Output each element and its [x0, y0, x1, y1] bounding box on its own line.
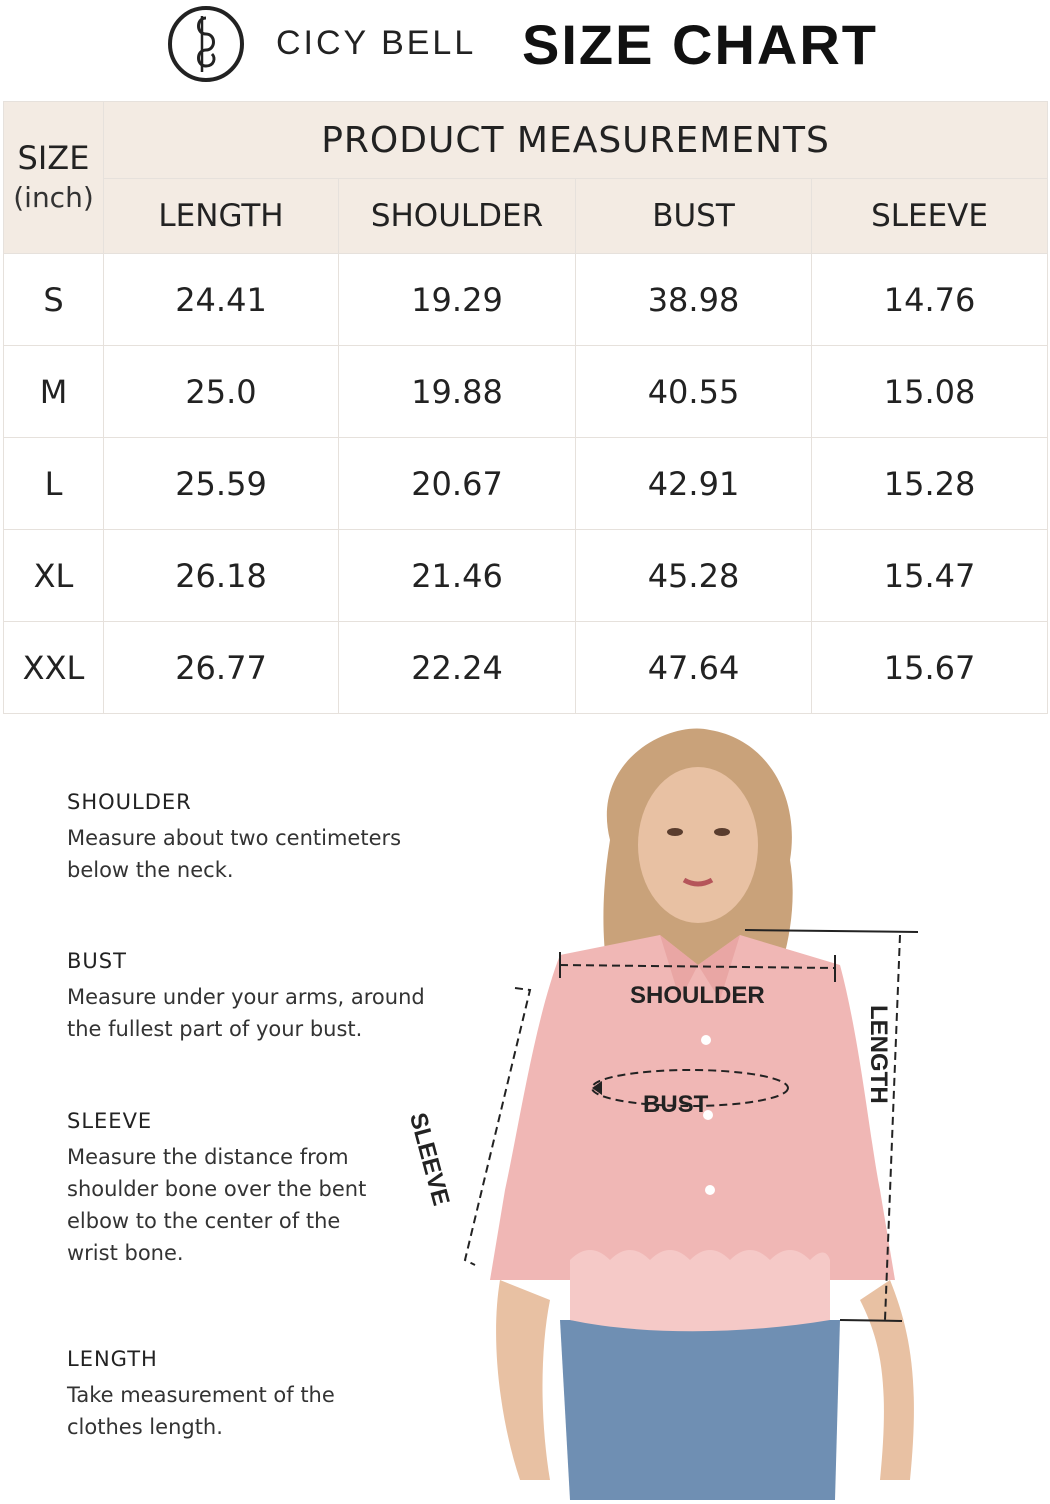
size-cell: S — [4, 254, 104, 346]
guide-title: BUST — [67, 949, 127, 973]
column-header-sleeve: SLEEVE — [812, 179, 1048, 254]
bust-cell: 47.64 — [576, 622, 812, 714]
model-figure — [403, 720, 1050, 1500]
column-header-shoulder: SHOULDER — [339, 179, 576, 254]
size-header — [4, 102, 104, 254]
right-arm-shape — [860, 1280, 914, 1480]
sleeve-cell: 15.67 — [812, 622, 1048, 714]
table-row — [4, 622, 1048, 714]
lace-hem-shape — [570, 1250, 830, 1331]
length-tick — [840, 1320, 902, 1321]
sleeve-cell: 14.76 — [812, 254, 1048, 346]
guide-title: SLEEVE — [67, 1109, 153, 1133]
button-shape — [705, 1185, 715, 1195]
size-cell: L — [4, 438, 104, 530]
button-shape — [701, 1035, 711, 1045]
guide-length — [67, 1347, 457, 1443]
bust-cell: 40.55 — [576, 346, 812, 438]
sleeve-cell: 15.28 — [812, 438, 1048, 530]
column-header-length: LENGTH — [104, 179, 339, 254]
size-cell: M — [4, 346, 104, 438]
shoulder-cell: 21.46 — [339, 530, 576, 622]
guide-bust — [67, 949, 457, 1045]
sleeve-label: SLEEVE — [403, 1110, 455, 1209]
header — [0, 0, 1050, 100]
guide-text: Measure about two centimeters below the neck. — [67, 826, 402, 882]
eye-shape — [714, 828, 730, 836]
bust-cell: 45.28 — [576, 530, 812, 622]
guide-text: Take measurement of the clothes length. — [67, 1383, 335, 1439]
left-arm-shape — [496, 1280, 550, 1480]
size-header-label: SIZE — [17, 138, 90, 177]
bell-monogram-icon — [166, 4, 246, 84]
length-cell: 25.59 — [104, 438, 339, 530]
shoulder-cell: 20.67 — [339, 438, 576, 530]
column-header-bust: BUST — [576, 179, 812, 254]
shoulder-label: SHOULDER — [630, 982, 765, 1009]
sleeve-cell: 15.08 — [812, 346, 1048, 438]
length-label: LENGTH — [865, 1005, 892, 1104]
guide-text: Measure under your arms, around the fullest part of your bust. — [67, 985, 425, 1041]
eye-shape — [667, 828, 683, 836]
face-shape — [638, 767, 758, 923]
table-row — [4, 530, 1048, 622]
group-header: PRODUCT MEASUREMENTS — [104, 102, 1048, 179]
guide-shoulder — [67, 790, 457, 886]
length-cell: 26.77 — [104, 622, 339, 714]
length-measure-line — [885, 935, 900, 1320]
page-title: SIZE CHART — [522, 13, 878, 76]
sleeve-cell: 15.47 — [812, 530, 1048, 622]
size-cell: XXL — [4, 622, 104, 714]
table-row — [4, 438, 1048, 530]
length-cell: 25.0 — [104, 346, 339, 438]
length-cell: 26.18 — [104, 530, 339, 622]
jeans-shape — [560, 1320, 840, 1500]
size-table — [3, 101, 1048, 714]
table-row — [4, 346, 1048, 438]
bust-cell: 38.98 — [576, 254, 812, 346]
length-cell: 24.41 — [104, 254, 339, 346]
guide-title: LENGTH — [67, 1347, 158, 1371]
brand-name: CICY BELL — [276, 24, 477, 62]
guide-sleeve — [67, 1109, 457, 1269]
guide-text: Measure the distance from shoulder bone over the bent elbow to the center of the wrist bone. — [67, 1145, 367, 1265]
bust-label: BUST — [643, 1091, 709, 1118]
bust-cell: 42.91 — [576, 438, 812, 530]
size-cell: XL — [4, 530, 104, 622]
shoulder-cell: 19.88 — [339, 346, 576, 438]
shoulder-cell: 19.29 — [339, 254, 576, 346]
guide-title: SHOULDER — [67, 790, 192, 814]
model-illustration — [440, 720, 1050, 1500]
unit-label: (inch) — [13, 180, 94, 214]
table-row — [4, 254, 1048, 346]
shoulder-cell: 22.24 — [339, 622, 576, 714]
